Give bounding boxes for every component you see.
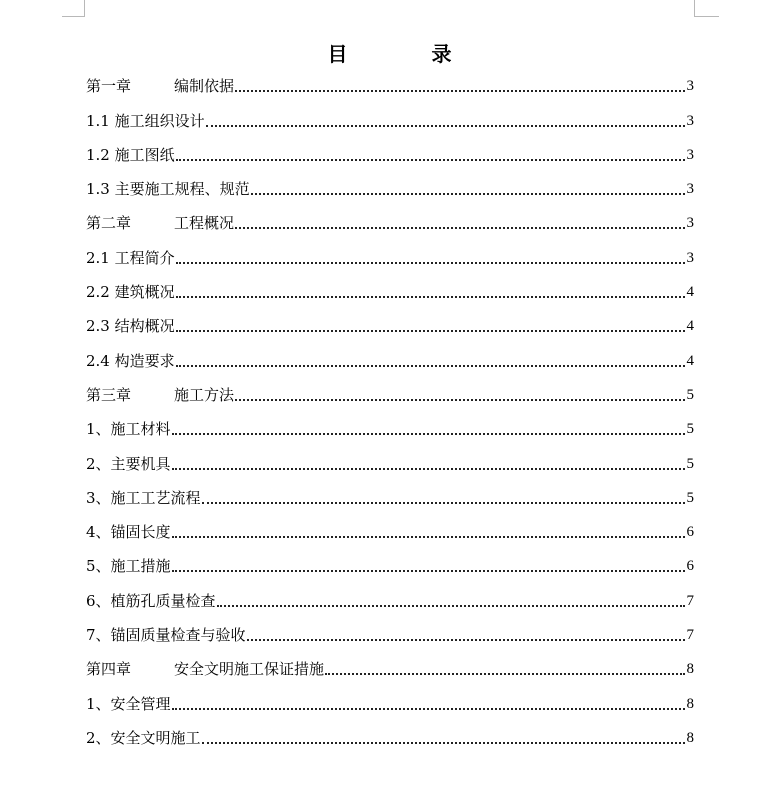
toc-page-number: 3 — [686, 146, 694, 163]
toc-dot-leader — [202, 742, 685, 744]
toc-page-number: 5 — [686, 489, 694, 506]
toc-dot-leader — [235, 399, 684, 401]
toc-entry-text: 1、安全管理 — [86, 694, 171, 713]
toc-entry-text: 3、施工工艺流程 — [86, 488, 201, 507]
toc-page-number: 3 — [686, 249, 694, 266]
toc-page-number: 3 — [686, 78, 694, 95]
toc-dot-leader — [235, 227, 684, 229]
toc-page-number: 4 — [686, 318, 694, 335]
toc-entry-heading — [86, 351, 175, 373]
toc-page-number: 8 — [686, 695, 694, 712]
page-corner-mark-top-right — [694, 0, 719, 17]
toc-page-number: 4 — [686, 352, 694, 369]
toc-entry[interactable] — [86, 681, 694, 715]
toc-dot-leader — [176, 365, 685, 367]
toc-dot-leader — [325, 673, 684, 675]
toc-entry-text: 1.1 施工组织设计 — [86, 111, 205, 130]
toc-page-number: 6 — [686, 524, 694, 541]
toc-entry[interactable] — [86, 201, 694, 235]
toc-chapter-label: 第二章 — [86, 214, 132, 233]
toc-entry[interactable] — [86, 304, 694, 338]
toc-entry[interactable] — [86, 510, 694, 544]
toc-entry-text: 2.4 构造要求 — [86, 351, 175, 370]
toc-entry[interactable] — [86, 373, 694, 407]
toc-entry[interactable] — [86, 270, 694, 304]
toc-dot-leader — [172, 433, 685, 435]
toc-entry-heading — [86, 659, 324, 681]
toc-dot-leader — [217, 605, 685, 607]
toc-entry[interactable] — [86, 98, 694, 132]
toc-page-number: 7 — [686, 627, 694, 644]
toc-entry[interactable] — [86, 64, 694, 98]
toc-entry[interactable] — [86, 338, 694, 372]
toc-chapter-label: 第四章 — [86, 660, 132, 679]
toc-entry-heading — [86, 522, 171, 544]
toc-dot-leader — [247, 639, 685, 641]
toc-entry-heading — [86, 385, 234, 407]
toc-page-number: 8 — [686, 729, 694, 746]
toc-entry-text: 安全文明施工保证措施 — [174, 660, 325, 679]
toc-entry-heading — [86, 454, 171, 476]
toc-dot-leader — [176, 296, 685, 298]
toc-dot-leader — [202, 502, 685, 504]
toc-entry[interactable] — [86, 613, 694, 647]
toc-page-number: 3 — [686, 112, 694, 129]
toc-entry-text: 编制依据 — [174, 77, 235, 96]
toc-dot-leader — [206, 125, 685, 127]
toc-dot-leader — [176, 330, 685, 332]
page-corner-mark-top-left — [62, 0, 85, 17]
toc-entry-heading — [86, 488, 201, 510]
toc-dot-leader — [172, 570, 685, 572]
toc-entry[interactable] — [86, 167, 694, 201]
toc-entry-text: 2.3 结构概况 — [86, 317, 175, 336]
toc-entry[interactable] — [86, 578, 694, 612]
toc-page-number: 5 — [686, 421, 694, 438]
toc-entry-text: 2、安全文明施工 — [86, 728, 201, 747]
toc-page-number: 3 — [686, 181, 694, 198]
toc-entry-heading — [86, 179, 250, 201]
toc-entry-text: 5、施工措施 — [86, 557, 171, 576]
toc-entry-text: 6、植筋孔质量检查 — [86, 591, 216, 610]
toc-entry-heading — [86, 213, 234, 235]
toc-entry-heading — [86, 76, 234, 98]
toc-entry-text: 施工方法 — [174, 385, 235, 404]
toc-entry-heading — [86, 316, 175, 338]
toc-dot-leader — [176, 159, 685, 161]
toc-page-number: 4 — [686, 284, 694, 301]
toc-entry[interactable] — [86, 476, 694, 510]
toc-entry-heading — [86, 591, 216, 613]
toc-entry[interactable] — [86, 716, 694, 750]
toc-dot-leader — [176, 262, 685, 264]
toc-title: 目 录 — [327, 42, 484, 67]
toc-dot-leader — [172, 536, 685, 538]
toc-chapter-label: 第一章 — [86, 77, 132, 96]
toc-entry-heading — [86, 282, 175, 304]
toc-entry-text: 2、主要机具 — [86, 454, 171, 473]
toc-entry[interactable] — [86, 133, 694, 167]
toc-dot-leader — [235, 90, 684, 92]
toc-entry-heading — [86, 556, 171, 578]
toc-page-number: 5 — [686, 386, 694, 403]
toc-entry-text: 1.2 施工图纸 — [86, 145, 175, 164]
toc-page-number: 3 — [686, 215, 694, 232]
toc-dot-leader — [251, 193, 685, 195]
toc-entry[interactable] — [86, 441, 694, 475]
toc-entry-text: 1、施工材料 — [86, 420, 171, 439]
toc-page-number: 8 — [686, 661, 694, 678]
toc-entry-text: 2.1 工程简介 — [86, 248, 175, 267]
toc-dot-leader — [172, 468, 685, 470]
toc-entry-text: 工程概况 — [174, 214, 235, 233]
toc-entry-text: 1.3 主要施工规程、规范 — [86, 180, 250, 199]
toc-page-number: 6 — [686, 558, 694, 575]
toc-entry[interactable] — [86, 235, 694, 269]
toc-entry-text: 2.2 建筑概况 — [86, 283, 175, 302]
toc-entry-text: 7、锚固质量检查与验收 — [86, 626, 246, 645]
toc-entry[interactable] — [86, 544, 694, 578]
toc-entry[interactable] — [86, 407, 694, 441]
toc-entry-heading — [86, 694, 171, 716]
toc-list — [86, 64, 694, 750]
toc-page-number: 7 — [686, 592, 694, 609]
toc-entry-text: 4、锚固长度 — [86, 523, 171, 542]
toc-page-number: 5 — [686, 455, 694, 472]
toc-entry-heading — [86, 145, 175, 167]
toc-entry-heading — [86, 111, 205, 133]
toc-entry-heading — [86, 248, 175, 270]
toc-entry[interactable] — [86, 647, 694, 681]
toc-dot-leader — [172, 708, 685, 710]
toc-entry-heading — [86, 625, 246, 647]
toc-entry-heading — [86, 419, 171, 441]
toc-entry-heading — [86, 728, 201, 750]
toc-chapter-label: 第三章 — [86, 385, 132, 404]
